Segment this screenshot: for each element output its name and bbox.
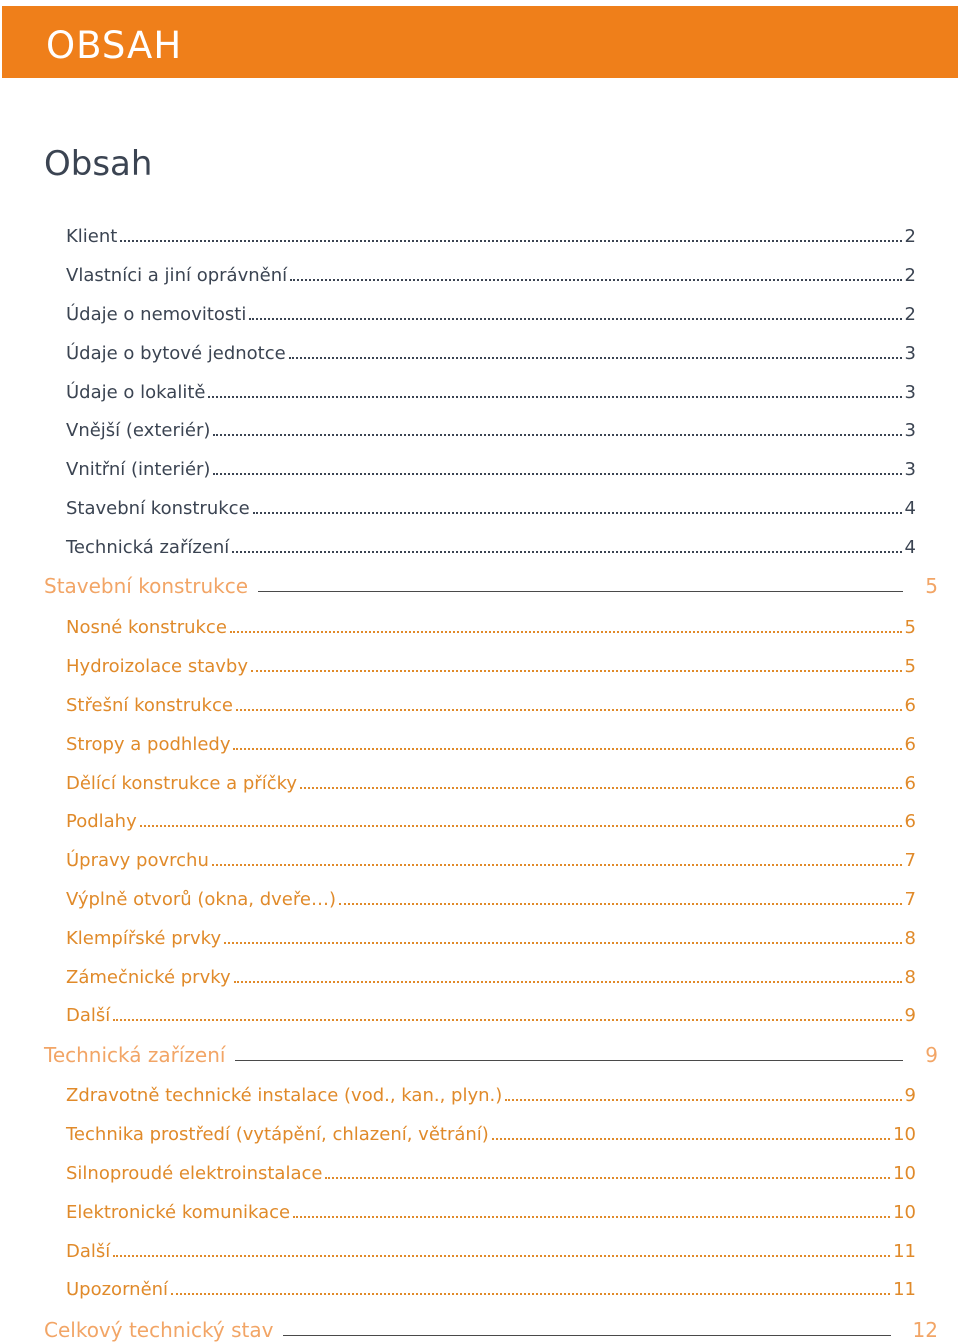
toc-entry[interactable] [66, 493, 916, 519]
toc-entry-label: Střešní konstrukce [66, 695, 233, 716]
toc-page-number: 6 [904, 811, 916, 832]
toc-entry-label: Další [66, 1005, 111, 1026]
toc-page-number: 4 [904, 537, 916, 558]
toc-page-number: 10 [893, 1124, 916, 1145]
toc-entry[interactable] [66, 299, 916, 325]
toc-page-number: 2 [904, 226, 916, 247]
toc-dot-leader [113, 1255, 890, 1257]
toc-dot-leader [213, 473, 901, 475]
toc-dot-leader [253, 512, 902, 514]
toc-entry-label: Upozornění [66, 1279, 169, 1300]
toc-dot-leader [325, 1177, 890, 1179]
toc-rule [283, 1335, 890, 1336]
toc-entry[interactable] [66, 806, 916, 832]
toc-dot-leader [300, 787, 902, 789]
toc-entry-label: Technická zařízení [44, 1043, 226, 1067]
toc-dot-leader [234, 981, 902, 983]
toc-rule [258, 591, 903, 592]
toc-page-number: 5 [925, 574, 938, 598]
toc-page-number: 6 [904, 734, 916, 755]
toc-dot-leader [293, 1216, 890, 1218]
toc-entry-label: Podlahy [66, 811, 137, 832]
toc-entry-label: Údaje o lokalitě [66, 382, 206, 403]
toc-entry-label: Technika prostředí (vytápění, chlazení, větrání) [66, 1124, 489, 1145]
toc-entry-label: Výplně otvorů (okna, dveře…) [66, 889, 336, 910]
toc-page-number: 7 [904, 850, 916, 871]
toc-dot-leader [505, 1099, 901, 1101]
toc-entry-label: Technická zařízení [66, 537, 230, 558]
toc-dot-leader [230, 631, 902, 633]
page-title: Obsah [44, 144, 153, 184]
toc-entry-label: Stavební konstrukce [44, 574, 249, 598]
toc-entry-label: Dělící konstrukce a příčky [66, 773, 298, 794]
toc-page-number: 10 [893, 1163, 916, 1184]
toc-page-number: 11 [893, 1279, 916, 1300]
toc-page-number: 9 [925, 1043, 938, 1067]
toc-entry[interactable] [66, 768, 916, 794]
toc-page-number: 6 [904, 773, 916, 794]
toc-entry[interactable] [66, 612, 916, 638]
toc-entry-label: Celkový technický stav [44, 1318, 274, 1342]
toc-dot-leader [213, 434, 901, 436]
toc-entry-label: Úpravy povrchu [66, 850, 209, 871]
toc-entry-label: Elektronické komunikace [66, 1202, 291, 1223]
toc-entry-label: Údaje o bytové jednotce [66, 343, 286, 364]
toc-dot-leader [236, 709, 902, 711]
toc-dot-leader [289, 357, 902, 359]
toc-entry[interactable] [66, 651, 916, 677]
toc-entry[interactable] [66, 690, 916, 716]
toc-section-heading[interactable] [44, 570, 938, 598]
toc-page-number: 2 [904, 304, 916, 325]
toc-entry[interactable] [66, 1000, 916, 1026]
toc-entry[interactable] [66, 338, 916, 364]
toc-entry-label: Vnější (exteriér) [66, 420, 211, 441]
toc-entry-label: Stropy a podhledy [66, 734, 231, 755]
toc-entry-label: Vnitřní (interiér) [66, 459, 211, 480]
toc-dot-leader [251, 670, 902, 672]
toc-entry[interactable] [66, 1236, 916, 1262]
toc-entry[interactable] [66, 260, 916, 286]
toc-dot-leader [212, 864, 902, 866]
toc-entry-label: Klempířské prvky [66, 928, 222, 949]
toc-page-number: 9 [904, 1005, 916, 1026]
toc-entry[interactable] [66, 1119, 916, 1145]
toc-section-heading[interactable] [44, 1314, 938, 1342]
banner-title: OBSAH [46, 24, 183, 67]
toc-entry-label: Údaje o nemovitosti [66, 304, 247, 325]
toc-entry[interactable] [66, 729, 916, 755]
toc-section-heading[interactable] [44, 1039, 938, 1067]
toc-entry[interactable] [66, 454, 916, 480]
toc-page-number: 2 [904, 265, 916, 286]
toc-entry[interactable] [66, 532, 916, 558]
toc-dot-leader [233, 748, 901, 750]
toc-dot-leader [232, 551, 901, 553]
toc-page-number: 5 [904, 617, 916, 638]
toc-page-number: 3 [904, 420, 916, 441]
toc-dot-leader [224, 942, 901, 944]
toc-page-number: 11 [893, 1241, 916, 1262]
toc-page-number: 3 [904, 459, 916, 480]
toc-entry-label: Nosné konstrukce [66, 617, 227, 638]
toc-dot-leader [249, 318, 901, 320]
toc-page-number: 3 [904, 343, 916, 364]
toc-dot-leader [339, 903, 902, 905]
toc-dot-leader [120, 240, 901, 242]
toc-entry[interactable] [66, 923, 916, 949]
toc-page-number: 10 [893, 1202, 916, 1223]
toc-entry-label: Zdravotně technické instalace (vod., kan., plyn.) [66, 1085, 503, 1106]
toc-page-number: 4 [904, 498, 916, 519]
toc-entry[interactable] [66, 1158, 916, 1184]
toc-entry-label: Stavební konstrukce [66, 498, 250, 519]
toc-dot-leader [290, 279, 901, 281]
toc-entry[interactable] [66, 1080, 916, 1106]
toc-dot-leader [492, 1138, 890, 1140]
toc-page-number: 8 [904, 928, 916, 949]
toc-page-number: 12 [912, 1318, 938, 1342]
toc-dot-leader [208, 396, 901, 398]
toc-entry[interactable] [66, 415, 916, 441]
toc-entry[interactable] [66, 377, 916, 403]
toc-entry[interactable] [66, 1197, 916, 1223]
toc-entry-label: Hydroizolace stavby [66, 656, 249, 677]
toc-entry-label: Klient [66, 226, 118, 247]
toc-dot-leader [171, 1293, 890, 1295]
toc-entry[interactable] [66, 1274, 916, 1300]
toc-entry-label: Zámečnické prvky [66, 967, 231, 988]
toc-page-number: 3 [904, 382, 916, 403]
toc-rule [235, 1060, 903, 1061]
toc-entry[interactable] [66, 845, 916, 871]
toc-dot-leader [113, 1019, 901, 1021]
toc-page-number: 5 [904, 656, 916, 677]
toc-entry[interactable] [66, 221, 916, 247]
toc-page-number: 9 [904, 1085, 916, 1106]
toc-page-number: 8 [904, 967, 916, 988]
toc-page-number: 6 [904, 695, 916, 716]
toc-entry[interactable] [66, 962, 916, 988]
toc-page-number: 7 [904, 889, 916, 910]
toc-dot-leader [140, 825, 902, 827]
toc-entry-label: Silnoproudé elektroinstalace [66, 1163, 323, 1184]
toc-entry[interactable] [66, 884, 916, 910]
toc-entry-label: Vlastníci a jiní oprávnění [66, 265, 288, 286]
toc-entry-label: Další [66, 1241, 111, 1262]
